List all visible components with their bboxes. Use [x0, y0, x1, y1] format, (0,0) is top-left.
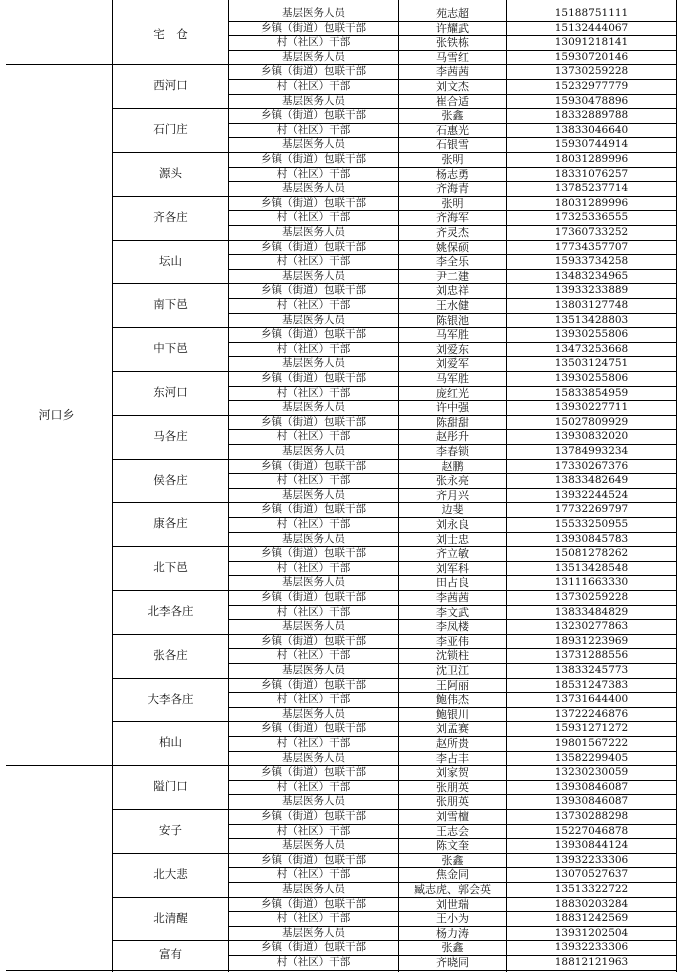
name-cell: 杨力涛: [436, 927, 469, 940]
name-cell: 张鑫: [441, 109, 464, 122]
village-name: 中下邑: [153, 341, 188, 356]
name-cell: 鲍伟杰: [436, 693, 469, 706]
name-cell: 齐晓同: [436, 956, 469, 969]
name-cell: 李全乐: [436, 255, 469, 268]
phone-cell: 13731644400: [554, 693, 629, 706]
name-cell: 刘士忠: [436, 533, 469, 546]
name-cell: 李亚伟: [436, 635, 469, 648]
role-cell: 基层医务人员: [282, 51, 345, 64]
role-cell: 乡镇（街道）包联干部: [261, 503, 366, 516]
name-cell: 齐立敏: [436, 547, 469, 560]
phone-cell: 13513428803: [554, 314, 629, 327]
phone-cell: 13930846087: [554, 781, 629, 794]
village-name: 北李各庄: [147, 604, 194, 619]
phone-cell: 13833484829: [554, 606, 629, 619]
name-cell: 马雪红: [436, 51, 469, 64]
name-cell: 边斐: [441, 503, 464, 516]
name-cell: 赵彤升: [436, 430, 469, 443]
name-cell: 庞红光: [436, 387, 469, 400]
role-cell: 村（社区）干部: [276, 649, 351, 662]
phone-cell: 13930844124: [554, 839, 629, 852]
role-cell: 基层医务人员: [282, 182, 345, 195]
role-cell: 基层医务人员: [282, 270, 345, 283]
phone-cell: 18931223969: [554, 635, 629, 648]
phone-cell: 18031289996: [554, 153, 629, 166]
phone-cell: 13803127748: [554, 299, 629, 312]
name-cell: 王志会: [436, 825, 469, 838]
phone-cell: 18531247383: [554, 679, 629, 692]
role-cell: 乡镇（街道）包联干部: [261, 241, 366, 254]
role-cell: 乡镇（街道）包联干部: [261, 810, 366, 823]
phone-cell: 13483234965: [554, 270, 629, 283]
name-cell: 李占丰: [436, 752, 469, 765]
role-cell: 乡镇（街道）包联干部: [261, 591, 366, 604]
phone-cell: 13730259228: [554, 65, 629, 78]
role-cell: 村（社区）干部: [276, 211, 351, 224]
role-cell: 村（社区）干部: [276, 956, 351, 969]
role-cell: 乡镇（街道）包联干部: [261, 22, 366, 35]
role-cell: 基层医务人员: [282, 533, 345, 546]
role-cell: 基层医务人员: [282, 664, 345, 677]
phone-cell: 17360733252: [554, 226, 629, 239]
name-cell: 赵鹏: [441, 460, 464, 473]
role-cell: 村（社区）干部: [276, 518, 351, 531]
name-cell: 李茜茜: [436, 591, 469, 604]
name-cell: 石惠光: [436, 124, 469, 137]
phone-cell: 15227046878: [554, 825, 629, 838]
name-cell: 鲍银川: [436, 708, 469, 721]
village-name: 柏山: [159, 735, 182, 750]
phone-cell: 15081278262: [554, 547, 629, 560]
role-cell: 村（社区）干部: [276, 299, 351, 312]
phone-cell: 13930255806: [554, 372, 629, 385]
phone-cell: 18812121963: [554, 956, 629, 969]
name-cell: 陈文奎: [436, 839, 469, 852]
name-cell: 许中强: [436, 401, 469, 414]
phone-cell: 19801567222: [554, 737, 629, 750]
name-cell: 刘忠祥: [436, 284, 469, 297]
phone-cell: 15933734258: [554, 255, 629, 268]
phone-cell: 17734357707: [554, 241, 629, 254]
name-cell: 刘家贺: [436, 766, 469, 779]
phone-cell: 13582299405: [554, 752, 629, 765]
name-cell: 沈卫江: [436, 664, 469, 677]
role-cell: 村（社区）干部: [276, 343, 351, 356]
role-cell: 基层医务人员: [282, 489, 345, 502]
role-cell: 基层医务人员: [282, 795, 345, 808]
phone-cell: 13070527637: [554, 868, 629, 881]
phone-cell: 15188751111: [554, 7, 629, 20]
township-name: 河口乡: [38, 407, 75, 422]
phone-cell: 15027809929: [554, 416, 629, 429]
name-cell: 刘孟赛: [436, 722, 469, 735]
name-cell: 李春锁: [436, 445, 469, 458]
phone-cell: 13930846087: [554, 795, 629, 808]
phone-cell: 13785237714: [554, 182, 629, 195]
role-cell: 村（社区）干部: [276, 124, 351, 137]
village-name: 安子: [159, 823, 182, 838]
role-cell: 村（社区）干部: [276, 868, 351, 881]
phone-cell: 18830203284: [554, 898, 629, 911]
name-cell: 杨志勇: [436, 168, 469, 181]
name-cell: 张鑫: [441, 941, 464, 954]
phone-cell: 13833046640: [554, 124, 629, 137]
name-cell: 臧志虎、郭会英: [414, 883, 491, 896]
name-cell: 沈锁柱: [436, 649, 469, 662]
role-cell: 基层医务人员: [282, 357, 345, 370]
role-cell: 基层医务人员: [282, 883, 345, 896]
role-cell: 乡镇（街道）包联干部: [261, 547, 366, 560]
role-cell: 村（社区）干部: [276, 80, 351, 93]
name-cell: 赵所贵: [436, 737, 469, 750]
role-cell: 基层医务人员: [282, 7, 345, 20]
role-cell: 乡镇（街道）包联干部: [261, 197, 366, 210]
village-name: 南下邑: [153, 297, 188, 312]
role-cell: 村（社区）干部: [276, 781, 351, 794]
name-cell: 刘永良: [436, 518, 469, 531]
name-cell: 张鑫: [441, 854, 464, 867]
name-cell: 马军胜: [436, 328, 469, 341]
role-cell: 基层医务人员: [282, 138, 345, 151]
name-cell: 崔合适: [436, 95, 469, 108]
phone-cell: 17732269797: [554, 503, 629, 516]
village-name: 康各庄: [153, 516, 188, 531]
role-cell: 村（社区）干部: [276, 562, 351, 575]
phone-cell: 13230230059: [554, 766, 629, 779]
phone-cell: 15931271272: [554, 722, 629, 735]
name-cell: 焦金同: [436, 868, 469, 881]
phone-cell: 15930478896: [554, 95, 629, 108]
name-cell: 姚保硕: [436, 241, 469, 254]
name-cell: 刘雪檀: [436, 810, 469, 823]
phone-cell: 18332889788: [554, 109, 629, 122]
phone-cell: 13932233306: [554, 941, 629, 954]
role-cell: 乡镇（街道）包联干部: [261, 284, 366, 297]
name-cell: 石银雪: [436, 138, 469, 151]
name-cell: 齐海军: [436, 211, 469, 224]
role-cell: 村（社区）干部: [276, 255, 351, 268]
phone-cell: 13513322722: [554, 883, 629, 896]
role-cell: 乡镇（街道）包联干部: [261, 153, 366, 166]
name-cell: 刘文杰: [436, 80, 469, 93]
phone-cell: 13930832020: [554, 430, 629, 443]
name-cell: 李茜茜: [436, 65, 469, 78]
name-cell: 尹二建: [436, 270, 469, 283]
phone-cell: 13731288556: [554, 649, 629, 662]
phone-cell: 13513428548: [554, 562, 629, 575]
name-cell: 张明: [441, 197, 464, 210]
role-cell: 基层医务人员: [282, 708, 345, 721]
phone-cell: 13230277863: [554, 620, 629, 633]
phone-cell: 18331076257: [554, 168, 629, 181]
phone-cell: 17325336555: [554, 211, 629, 224]
name-cell: 苑志超: [436, 7, 469, 20]
name-cell: 张明: [441, 153, 464, 166]
phone-cell: 15930720146: [554, 51, 629, 64]
role-cell: 乡镇（街道）包联干部: [261, 766, 366, 779]
village-name: 源头: [159, 166, 182, 181]
phone-cell: 17330267376: [554, 460, 629, 473]
role-cell: 乡镇（街道）包联干部: [261, 416, 366, 429]
role-cell: 村（社区）干部: [276, 36, 351, 49]
village-name: 石门庄: [153, 122, 188, 137]
role-cell: 基层医务人员: [282, 752, 345, 765]
name-cell: 王阿丽: [436, 679, 469, 692]
village-name: 大李各庄: [147, 692, 194, 707]
name-cell: 陈甜甜: [436, 416, 469, 429]
village-name: 宅 仓: [153, 27, 188, 42]
role-cell: 基层医务人员: [282, 927, 345, 940]
name-cell: 张朋英: [436, 795, 469, 808]
role-cell: 基层医务人员: [282, 576, 345, 589]
phone-cell: 13784993234: [554, 445, 629, 458]
name-cell: 许耀武: [436, 22, 469, 35]
name-cell: 齐海青: [436, 182, 469, 195]
name-cell: 张永亮: [436, 474, 469, 487]
village-name: 坛山: [159, 254, 182, 269]
name-cell: 刘爱东: [436, 343, 469, 356]
role-cell: 乡镇（街道）包联干部: [261, 722, 366, 735]
role-cell: 乡镇（街道）包联干部: [261, 328, 366, 341]
name-cell: 张铁栋: [436, 36, 469, 49]
village-name: 张各庄: [153, 648, 188, 663]
name-cell: 陈银池: [436, 314, 469, 327]
role-cell: 村（社区）干部: [276, 737, 351, 750]
name-cell: 田占良: [436, 576, 469, 589]
role-cell: 村（社区）干部: [276, 474, 351, 487]
phone-cell: 13932233306: [554, 854, 629, 867]
phone-cell: 13730259228: [554, 591, 629, 604]
name-cell: 齐灵杰: [436, 226, 469, 239]
role-cell: 基层医务人员: [282, 401, 345, 414]
name-cell: 刘世瑞: [436, 898, 469, 911]
role-cell: 村（社区）干部: [276, 693, 351, 706]
phone-cell: 15833854959: [554, 387, 629, 400]
name-cell: 王水健: [436, 299, 469, 312]
role-cell: 村（社区）干部: [276, 606, 351, 619]
role-cell: 乡镇（街道）包联干部: [261, 460, 366, 473]
village-name: 侯各庄: [153, 473, 188, 488]
village-name: 隘门口: [153, 779, 188, 794]
phone-cell: 13833482649: [554, 474, 629, 487]
village-name: 富有: [159, 946, 182, 961]
name-cell: 李凤楼: [436, 620, 469, 633]
phone-cell: 13111663330: [554, 576, 629, 589]
role-cell: 乡镇（街道）包联干部: [261, 372, 366, 385]
role-cell: 村（社区）干部: [276, 430, 351, 443]
phone-cell: 18031289996: [554, 197, 629, 210]
phone-cell: 15132444067: [554, 22, 629, 35]
village-name: 北下邑: [153, 560, 188, 575]
role-cell: 乡镇（街道）包联干部: [261, 854, 366, 867]
phone-cell: 18831242569: [554, 912, 629, 925]
role-cell: 基层医务人员: [282, 226, 345, 239]
row-divider: [228, 970, 677, 971]
name-cell: 李文武: [436, 606, 469, 619]
row-divider: [6, 970, 113, 971]
village-name: 北大悲: [153, 867, 188, 882]
role-cell: 乡镇（街道）包联干部: [261, 109, 366, 122]
phone-cell: 13503124751: [554, 357, 629, 370]
phone-cell: 13473253668: [554, 343, 629, 356]
role-cell: 乡镇（街道）包联干部: [261, 941, 366, 954]
phone-cell: 13932244524: [554, 489, 629, 502]
role-cell: 基层医务人员: [282, 314, 345, 327]
name-cell: 齐月兴: [436, 489, 469, 502]
role-cell: 乡镇（街道）包联干部: [261, 898, 366, 911]
name-cell: 张朋英: [436, 781, 469, 794]
role-cell: 村（社区）干部: [276, 825, 351, 838]
role-cell: 村（社区）干部: [276, 912, 351, 925]
phone-cell: 13930227711: [554, 401, 629, 414]
name-cell: 刘军科: [436, 562, 469, 575]
phone-cell: 13931202504: [554, 927, 629, 940]
phone-cell: 15533250955: [554, 518, 629, 531]
village-name: 西河口: [153, 78, 188, 93]
role-cell: 基层医务人员: [282, 445, 345, 458]
row-divider: [112, 970, 229, 971]
row-divider: [6, 765, 113, 766]
role-cell: 基层医务人员: [282, 620, 345, 633]
phone-cell: 13930255806: [554, 328, 629, 341]
role-cell: 村（社区）干部: [276, 168, 351, 181]
phone-cell: 13933233889: [554, 284, 629, 297]
column-divider: [676, 0, 677, 972]
role-cell: 基层医务人员: [282, 839, 345, 852]
phone-cell: 13722246876: [554, 708, 629, 721]
name-cell: 王小为: [436, 912, 469, 925]
name-cell: 马军胜: [436, 372, 469, 385]
role-cell: 乡镇（街道）包联干部: [261, 679, 366, 692]
phone-cell: 13930845783: [554, 533, 629, 546]
phone-cell: 13091218141: [554, 36, 629, 49]
phone-cell: 13833245773: [554, 664, 629, 677]
village-name: 齐各庄: [153, 210, 188, 225]
village-name: 北清醒: [153, 911, 188, 926]
role-cell: 村（社区）干部: [276, 387, 351, 400]
role-cell: 乡镇（街道）包联干部: [261, 65, 366, 78]
phone-cell: 15232977779: [554, 80, 629, 93]
phone-cell: 15930744914: [554, 138, 629, 151]
role-cell: 基层医务人员: [282, 95, 345, 108]
village-name: 马各庄: [153, 429, 188, 444]
village-name: 东河口: [153, 385, 188, 400]
name-cell: 刘爱军: [436, 357, 469, 370]
role-cell: 乡镇（街道）包联干部: [261, 635, 366, 648]
phone-cell: 13730288298: [554, 810, 629, 823]
